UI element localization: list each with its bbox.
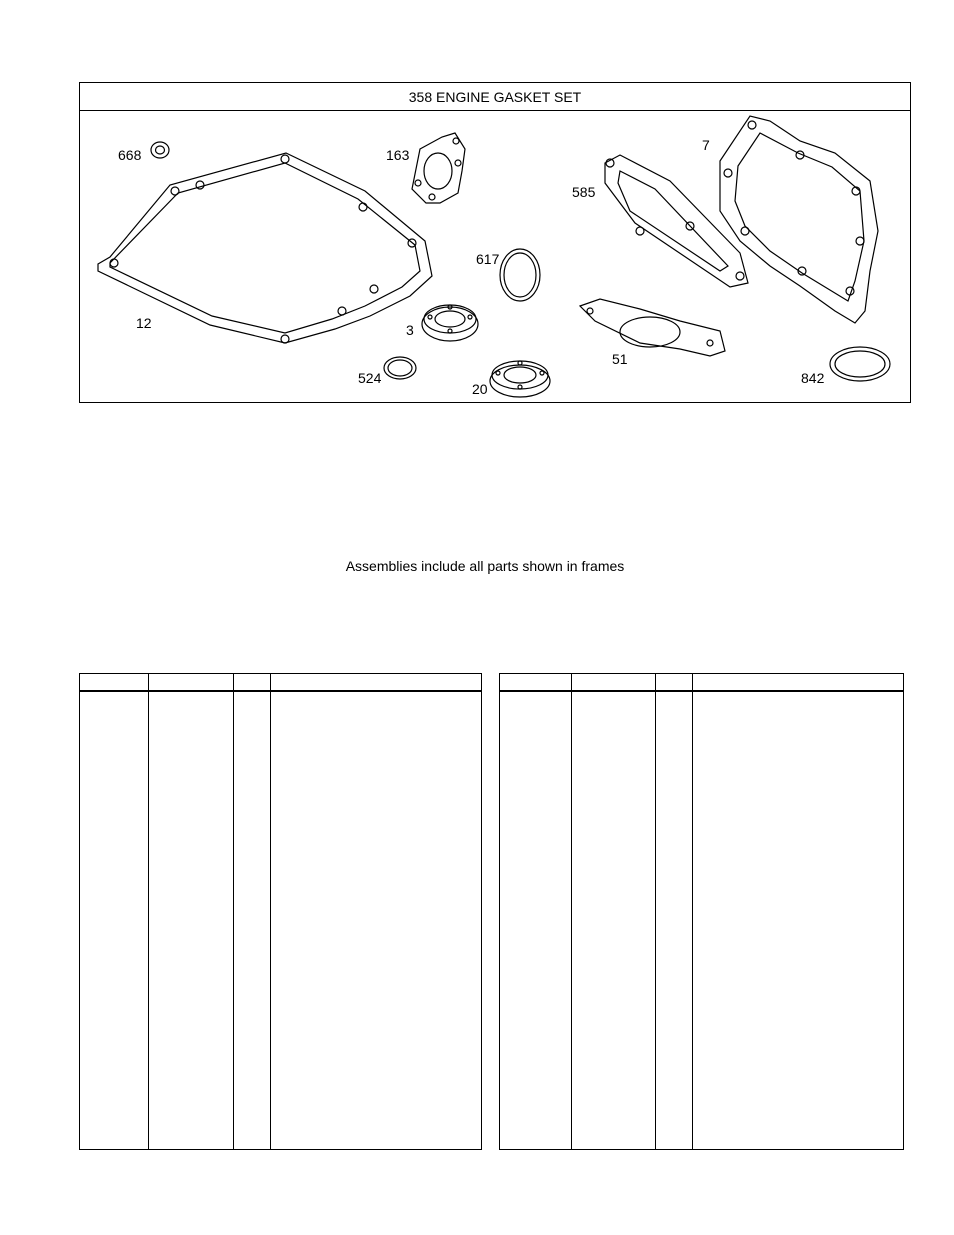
frame-title: 358 ENGINE GASKET SET bbox=[80, 83, 910, 111]
parts-table-left bbox=[79, 673, 482, 1150]
table-cell bbox=[500, 691, 572, 1150]
part-7-head-gasket bbox=[720, 116, 878, 323]
header-cell bbox=[656, 674, 693, 692]
header-cell bbox=[500, 674, 572, 692]
table-row bbox=[80, 691, 482, 1150]
callout-524: 524 bbox=[358, 370, 382, 386]
table-header-row bbox=[80, 674, 482, 692]
callout-3: 3 bbox=[406, 322, 414, 338]
callout-12: 12 bbox=[136, 315, 152, 331]
part-3-oil-seal bbox=[422, 305, 478, 341]
callout-7: 7 bbox=[702, 137, 710, 153]
parts-table-right bbox=[499, 673, 904, 1150]
part-163-gasket bbox=[412, 133, 465, 203]
table-cell bbox=[149, 691, 234, 1150]
part-842-ring bbox=[830, 347, 890, 381]
table-cell bbox=[271, 691, 482, 1150]
part-668-washer bbox=[151, 142, 169, 158]
table-cell bbox=[656, 691, 693, 1150]
header-cell bbox=[80, 674, 149, 692]
callout-20: 20 bbox=[472, 381, 488, 397]
callout-842: 842 bbox=[801, 370, 825, 386]
table-cell bbox=[80, 691, 149, 1150]
exploded-parts-diagram bbox=[80, 111, 910, 402]
part-20-oil-seal bbox=[490, 361, 550, 397]
callout-668: 668 bbox=[118, 147, 142, 163]
table-cell bbox=[572, 691, 656, 1150]
table-cell bbox=[234, 691, 271, 1150]
part-51-exhaust-gasket bbox=[580, 299, 725, 356]
part-524-ring bbox=[384, 357, 416, 379]
gasket-set-frame bbox=[79, 82, 911, 403]
callout-585: 585 bbox=[572, 184, 596, 200]
table-row bbox=[500, 691, 904, 1150]
table-cell bbox=[693, 691, 904, 1150]
callout-163: 163 bbox=[386, 147, 410, 163]
header-cell bbox=[271, 674, 482, 692]
header-cell bbox=[693, 674, 904, 692]
table-header-row bbox=[500, 674, 904, 692]
header-cell bbox=[234, 674, 271, 692]
callout-51: 51 bbox=[612, 351, 628, 367]
callout-617: 617 bbox=[476, 251, 500, 267]
assemblies-note: Assemblies include all parts shown in frames bbox=[345, 558, 625, 574]
header-cell bbox=[149, 674, 234, 692]
part-617-ring bbox=[500, 249, 540, 301]
header-cell bbox=[572, 674, 656, 692]
